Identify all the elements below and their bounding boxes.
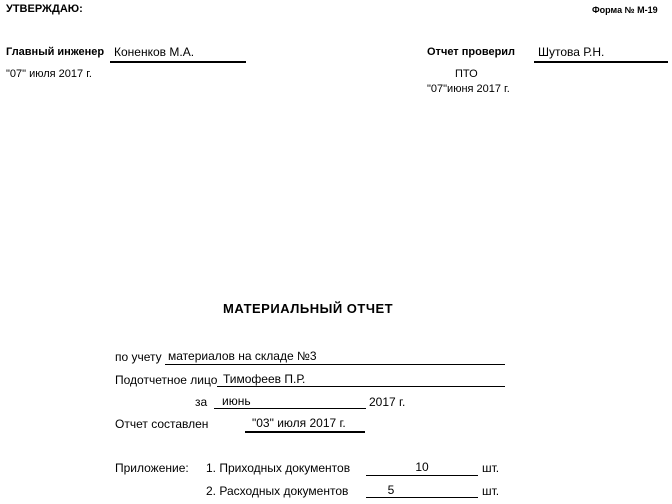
checked-by-department: ПТО <box>455 68 478 80</box>
checked-by-name: Шутова Р.Н. <box>538 45 605 59</box>
compiled-underline <box>245 431 365 433</box>
period-year: 2017 г. <box>369 395 406 409</box>
period-value: июнь <box>222 394 251 408</box>
period-label: за <box>195 395 208 409</box>
checked-by-date: "07"июня 2017 г. <box>427 83 510 95</box>
attachment-item-count: 10 <box>415 460 429 474</box>
compiled-label: Отчет составлен <box>115 417 209 431</box>
checked-by-label: Отчет проверил <box>427 46 516 58</box>
form-number: Форма № М-19 <box>592 5 658 15</box>
period-underline <box>214 408 366 409</box>
accounting-value: материалов на складе №3 <box>168 349 317 363</box>
chief-engineer-label: Главный инженер <box>6 46 105 58</box>
attachments-label: Приложение: <box>115 461 189 475</box>
chief-engineer-date: "07" июля 2017 г. <box>6 68 92 80</box>
document-title: МАТЕРИАЛЬНЫЙ ОТЧЕТ <box>223 301 394 316</box>
approve-heading: УТВЕРЖДАЮ: <box>6 3 83 15</box>
attachment-item-unit: шт. <box>482 484 500 498</box>
person-underline <box>217 386 505 387</box>
attachment-item-underline <box>366 497 478 498</box>
chief-engineer-name: Коненков М.А. <box>114 45 195 59</box>
attachment-item-text: 2. Расходных документов <box>206 484 349 498</box>
checked-by-signature-line <box>534 61 668 63</box>
attachment-item-text: 1. Приходных документов <box>206 461 351 475</box>
attachment-item-unit: шт. <box>482 461 500 475</box>
accounting-label: по учету <box>115 350 162 364</box>
compiled-value: "03" июля 2017 г. <box>252 416 346 430</box>
person-value: Тимофеев П.Р. <box>223 372 306 386</box>
attachment-item-count: 5 <box>387 483 395 497</box>
accounting-underline <box>165 364 505 365</box>
chief-engineer-signature-line <box>110 61 246 63</box>
attachment-item-underline <box>366 475 478 476</box>
person-label: Подотчетное лицо <box>115 373 218 387</box>
